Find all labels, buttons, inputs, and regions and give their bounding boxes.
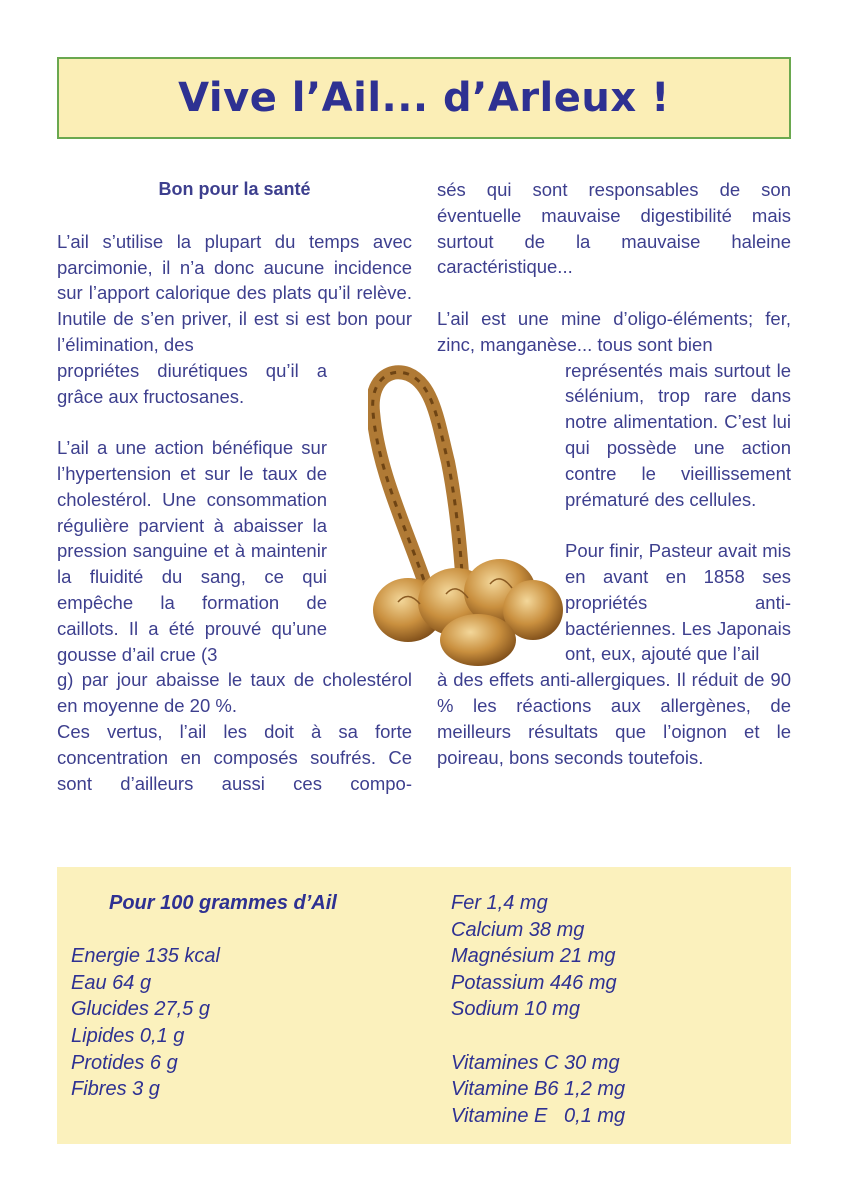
paragraph-cholesterol: g) par jour abaisse le taux de cholestérol en moyenne de 20 %. [57, 669, 412, 717]
mineral-item: Magnésium 21 mg [451, 945, 616, 968]
mineral-item: Calcium 38 mg [451, 918, 585, 941]
page-title: Vive l’Ail... d’Arleux ! [178, 75, 670, 121]
vitamin-item: Vitamines C 30 mg [451, 1051, 620, 1074]
nutrition-item: Eau 64 g [71, 971, 152, 994]
paragraph-diuretic: propriétes diurétiques qu’il a grâce aux fructosanes. [57, 359, 327, 407]
title-banner [57, 57, 791, 139]
paragraph-trace-elements: L’ail est une mine d’oligo-éléments; fer, zinc, manganèse... tous sont bien [437, 307, 791, 355]
garlic-braid-image [368, 362, 568, 674]
mineral-item: Potassium 446 mg [451, 971, 617, 994]
nutrition-left-list [71, 890, 337, 1103]
nutrition-item: Fibres 3 g [71, 1078, 160, 1101]
section-heading: Bon pour la santé [158, 179, 311, 199]
nutrition-right-list [451, 890, 625, 1129]
nutrition-item: Protides 6 g [71, 1051, 178, 1074]
paragraph-selenium: représentés mais surtout le sélénium, trop rare dans notre alimentation. C’est lui qui possède une action contre le vieillissement prématuré des cellules. [565, 359, 791, 510]
paragraph-hypertension: L’ail a une action bénéfique sur l’hypertension et sur le taux de cholestérol. Une consommation régulière parvient à abaisser la pression sanguine et à maintenir la fluidité du sang, ce qui empêche la formation de caillots. Il a été prouvé qu’une gousse d’ail crue (3 [57, 437, 327, 665]
paragraph-pasteur: Pour finir, Pasteur avait mis en avant en 1858 ses propriétés anti-bactériennes. Les Japonais ont, eux, ajouté que l’ail [565, 540, 791, 665]
nutrition-heading: Pour 100 grammes d’Ail [109, 892, 337, 914]
left-column [57, 177, 412, 796]
paragraph-digestibility: sés qui sont responsables de son éventuelle mauvaise digestibilité mais surtout de la mauvaise haleine caractéristique... [437, 179, 791, 278]
mineral-item: Fer 1,4 mg [451, 892, 548, 914]
nutrition-item: Lipides 0,1 g [71, 1024, 185, 1047]
vitamin-item: Vitamine B6 1,2 mg [451, 1078, 626, 1101]
paragraph-sulfur: Ces vertus, l’ail les doit à sa forte concentration en composés soufrés. Ce sont d’ailleurs aussi ces compo- [57, 720, 412, 794]
vitamin-item: Vitamine E 0,1 mg [451, 1104, 626, 1127]
paragraph-allergies: à des effets anti-allergiques. Il réduit de 90 % les réactions aux allergènes, de meilleurs résultats que l’oignon et le poireau, bons seconds toutefois. [437, 669, 791, 768]
nutrition-item: Glucides 27,5 g [71, 998, 210, 1021]
nutrition-item: Energie 135 kcal [71, 945, 220, 968]
paragraph-calories: L’ail s’utilise la plupart du temps avec parcimonie, il n’a donc aucune incidence sur l’apport calorique des plats qu’il relève. Inutile de s’en priver, il est si est bon pour l’élimination, des [57, 230, 412, 355]
mineral-item: Sodium 10 mg [451, 998, 580, 1021]
